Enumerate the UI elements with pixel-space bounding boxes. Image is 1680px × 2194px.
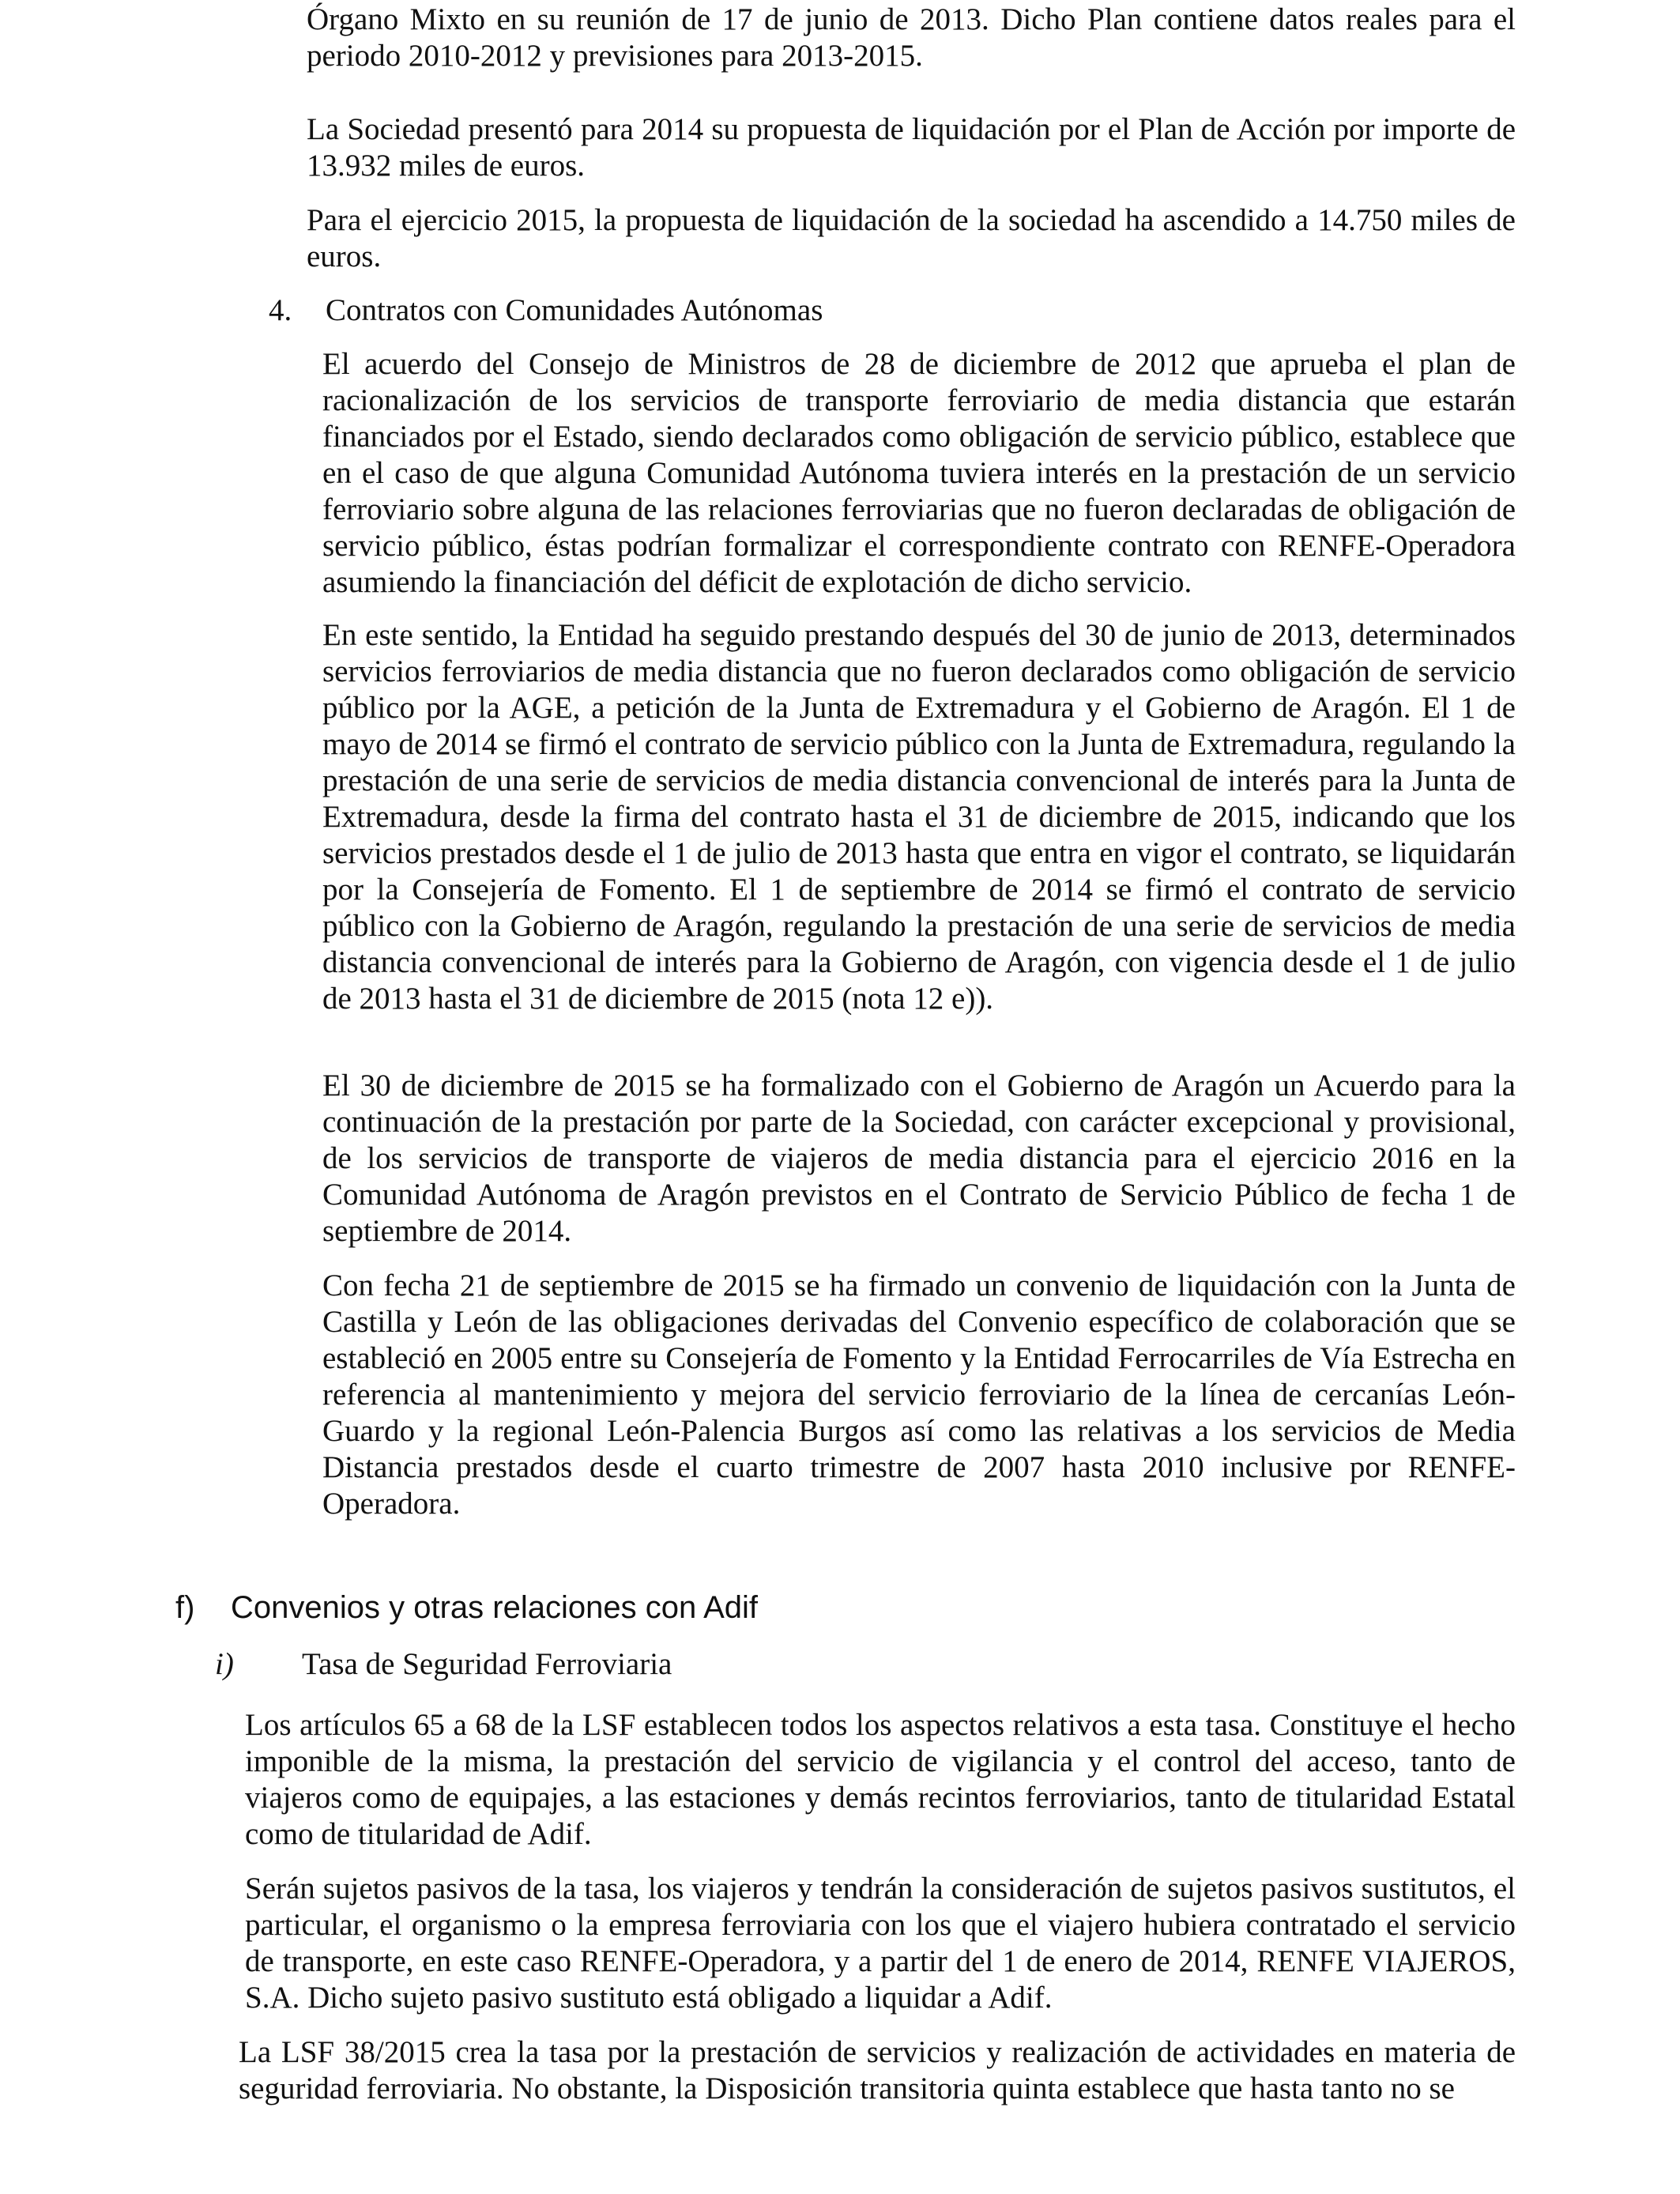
subsection-i-title: Tasa de Seguridad Ferroviaria [302, 1647, 672, 1681]
paragraph-lsf-38-2015: La LSF 38/2015 crea la tasa por la prestación de servicios y realización de actividades en materia de seguridad ferroviaria. No obstante, la Disposición transitoria quinta establece que hasta tanto no se [239, 2035, 1516, 2105]
section-f-letter: f) [175, 1590, 195, 1625]
paragraph-acuerdo-consejo: El acuerdo del Consejo de Ministros de 28 de diciembre de 2012 que aprueba el plan de racionalización de los servicios de transporte ferroviario de media distancia que estarán financiados por el Estado, siendo declarados como obligación de servicio público, establece que en el caso de que alguna Comunidad Autónoma tuviera interés en la prestación de un servicio ferroviario sobre alguna de las relaciones ferroviarias que no fueron declaradas de obligación de servicio público, éstas podrían formalizar el correspondiente contrato con RENFE-Operadora asumiendo la financiación del déficit de explotación de dicho servicio. [322, 347, 1516, 599]
paragraph-plan-accion-intro: Órgano Mixto en su reunión de 17 de junio de 2013. Dicho Plan contiene datos reales para el periodo 2010-2012 y previsiones para 2013-2015. [307, 2, 1516, 73]
item-4-title: Contratos con Comunidades Autónomas [326, 293, 823, 327]
item-4-number: 4. [269, 293, 292, 327]
paragraph-convenio-castilla-leon: Con fecha 21 de septiembre de 2015 se ha firmado un convenio de liquidación con la Junta de Castilla y León de las obligaciones derivadas del Convenio específico de colaboración que se estableció en 2005 entre su Consejería de Fomento y la Entidad Ferrocarriles de Vía Estrecha en referencia al mantenimiento y mejora del servicio ferroviario de la línea de cercanías León-Guardo y la regional León-Palencia Burgos así como las relativas a los servicios de Media Distancia prestados desde el cuarto trimestre de 2007 hasta 2010 inclusive por RENFE-Operadora. [322, 1269, 1516, 1521]
paragraph-propuesta-2015: Para el ejercicio 2015, la propuesta de liquidación de la sociedad ha ascendido a 14.750 miles de euros. [307, 203, 1516, 273]
paragraph-articulos-lsf: Los artículos 65 a 68 de la LSF establecen todos los aspectos relativos a esta tasa. Constituye el hecho imponible de la misma, la prestación del servicio de vigilancia y el control del acceso, tanto de viajeros como de equipajes, a las estaciones y demás recintos ferroviarios, tanto de titularidad Estatal como de titularidad de Adif. [245, 1708, 1516, 1851]
paragraph-propuesta-2014: La Sociedad presentó para 2014 su propuesta de liquidación por el Plan de Acción por importe de 13.932 miles de euros. [307, 112, 1516, 183]
paragraph-acuerdo-aragon: El 30 de diciembre de 2015 se ha formalizado con el Gobierno de Aragón un Acuerdo para la continuación de la prestación por parte de la Sociedad, con carácter excepcional y provisional, de los servicios de transporte de viajeros de media distancia para el ejercicio 2016 en la Comunidad Autónoma de Aragón previstos en el Contrato de Servicio Público de fecha 1 de septiembre de 2014. [322, 1069, 1516, 1248]
section-f-title: Convenios y otras relaciones con Adif [231, 1590, 759, 1625]
paragraph-en-este-sentido: En este sentido, la Entidad ha seguido prestando después del 30 de junio de 2013, determinados servicios ferroviarios de media distancia que no fueron declarados como obligación de servicio público por la AGE, a petición de la Junta de Extremadura y el Gobierno de Aragón. El 1 de mayo de 2014 se firmó el contrato de servicio público con la Junta de Extremadura, regulando la prestación de una serie de servicios de media distancia convencional de interés para la Junta de Extremadura, desde la firma del contrato hasta el 31 de diciembre de 2015, indicando que los servicios prestados desde el 1 de julio de 2013 hasta que entra en vigor el contrato, se liquidarán por la Consejería de Fomento. El 1 de septiembre de 2014 se firmó el contrato de servicio público con la Gobierno de Aragón, regulando la prestación de una serie de servicios de media distancia convencional de interés para la Gobierno de Aragón, con vigencia desde el 1 de julio de 2013 hasta el 31 de diciembre de 2015 (nota 12 e)). [322, 618, 1516, 1016]
subsection-i-marker: i) [215, 1647, 234, 1681]
paragraph-sujetos-pasivos: Serán sujetos pasivos de la tasa, los viajeros y tendrán la consideración de sujetos pasivos sustitutos, el particular, el organismo o la empresa ferroviaria con los que el viajero hubiera contratado el servicio de transporte, en este caso RENFE-Operadora, y a partir del 1 de enero de 2014, RENFE VIAJEROS, S.A. Dicho sujeto pasivo sustituto está obligado a liquidar a Adif. [245, 1872, 1516, 2015]
